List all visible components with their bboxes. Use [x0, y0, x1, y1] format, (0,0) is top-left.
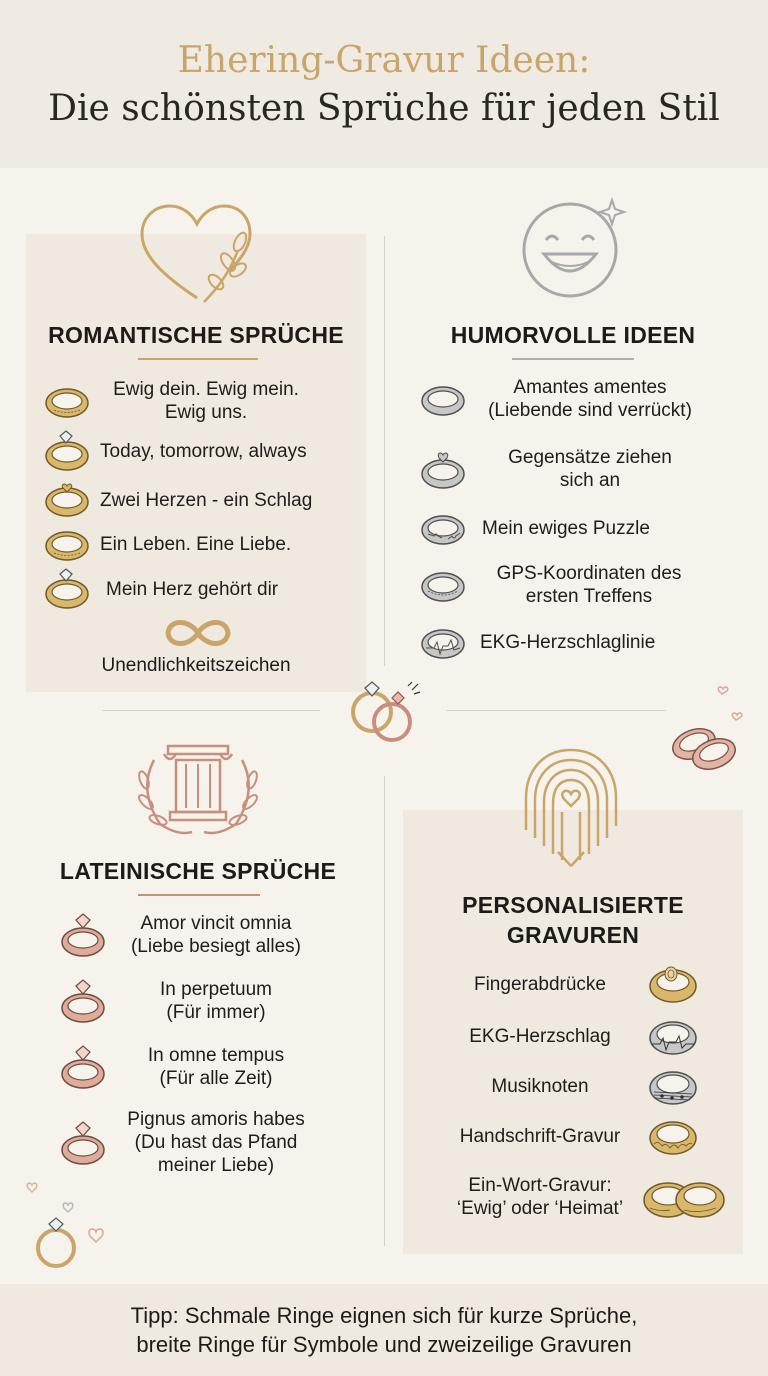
latin-item-3-text: [116, 1044, 316, 1090]
humor-item-1-text: [470, 376, 710, 422]
silver-ring-icon: [418, 377, 468, 421]
rose-diamond-ring-icon: [58, 1042, 108, 1092]
latin-item-2-line2: (Für immer): [166, 1002, 266, 1023]
silver-ekg-ring-icon: [418, 620, 468, 664]
personal-item-2-line1: EKG-Herzschlag: [469, 1025, 611, 1047]
gold-heart-ring-icon: [42, 478, 92, 522]
gold-ring-pair-icon: [640, 1172, 730, 1222]
personal-item-4: [440, 1114, 730, 1158]
humor-item-2-line2: sich an: [559, 470, 621, 491]
gold-ring-icon: [42, 379, 92, 423]
humor-item-3: [418, 506, 748, 550]
gold-diamond-ring-icon: [42, 428, 92, 474]
horizontal-divider-right: [446, 710, 666, 711]
silver-music-ring-icon: [646, 1064, 700, 1108]
page-title-line2: Die schönsten Sprüche für jeden Stil: [48, 88, 720, 129]
humor-item-4-line1: GPS-Koordinaten des: [496, 563, 682, 584]
header-banner: [0, 0, 768, 168]
humor-item-1-line2: (Liebende sind verrückt): [488, 400, 692, 421]
latin-item-3-line1: In omne tempus: [147, 1045, 285, 1066]
fingerprint-heart-icon: [518, 742, 624, 876]
latin-item-4: [58, 1108, 368, 1177]
romantic-item-3: [42, 478, 358, 522]
gold-script-ring-icon: [646, 1114, 700, 1158]
romantic-item-1: [42, 378, 358, 424]
rose-diamond-ring-icon: [58, 1118, 108, 1168]
humor-item-4: [418, 562, 748, 608]
humor-item-1-line1: Amantes amentes: [513, 377, 667, 398]
latin-item-2-line1: In perpetuum: [160, 979, 272, 1000]
infinity-label: Unendlichkeitszeichen: [101, 655, 291, 676]
heart-with-leaves-icon: [134, 198, 260, 310]
humor-section-title: HUMORVOLLE IDEEN: [450, 322, 696, 348]
humor-item-2-text: [470, 446, 710, 492]
decorative-small-hearts-ring-icon: [18, 1172, 118, 1272]
romantic-item-4: [42, 522, 358, 566]
silver-heart-ring-icon: [418, 446, 468, 492]
latin-section-title: LATEINISCHE SPRÜCHE: [59, 858, 337, 884]
humor-item-5: [418, 620, 748, 664]
romantic-item-5: [42, 566, 358, 612]
latin-item-1-line2: (Liebe besiegt alles): [130, 936, 302, 957]
personal-section-title: [403, 890, 743, 950]
romantic-title-underline: [138, 358, 258, 360]
personal-item-3-line1: Musiknoten: [491, 1075, 589, 1097]
decorative-rose-ring-pair-icon: [666, 680, 750, 776]
silver-engraved-ring-icon: [418, 563, 468, 607]
personal-item-5-line2: ‘Ewig’ oder ‘Heimat’: [456, 1198, 624, 1219]
personal-item-3: [440, 1064, 730, 1108]
personal-section-title-line2: GRAVUREN: [506, 922, 640, 948]
latin-item-1-text: [116, 912, 316, 958]
latin-item-4-line3: meiner Liebe): [157, 1155, 275, 1176]
romantic-item-2: [42, 428, 358, 474]
personal-item-5-line1: Ein-Wort-Gravur:: [468, 1175, 612, 1196]
personal-section-title-line1: PERSONALISIERTE: [462, 892, 684, 918]
latin-item-4-text: [116, 1108, 316, 1177]
footer-tip-line2: breite Ringe für Symbole und zweizeilige Gravuren: [136, 1332, 632, 1357]
latin-item-2-text: [116, 978, 316, 1024]
personal-item-2: [440, 1014, 730, 1058]
rose-diamond-ring-icon: [58, 976, 108, 1026]
humor-item-2: [418, 446, 748, 492]
humor-item-4-line2: ersten Treffens: [525, 586, 653, 607]
decorative-ring-pair-center-icon: [346, 672, 426, 744]
gold-ring-icon: [42, 522, 92, 566]
footer-tip-line1: Tipp: Schmale Ringe eignen sich für kurze Sprüche,: [130, 1303, 638, 1328]
page-title-line1: Ehering-Gravur Ideen:: [177, 40, 591, 81]
humor-item-4-text: [474, 562, 704, 608]
gold-fingerprint-ring-icon: [646, 962, 700, 1006]
latin-item-4-line1: Pignus amoris habes: [127, 1109, 305, 1130]
latin-item-3: [58, 1042, 368, 1092]
romantic-item-3-text: Zwei Herzen - ein Schlag: [100, 489, 313, 511]
humor-item-3-line1: Mein ewiges Puzzle: [482, 517, 650, 539]
latin-item-3-line2: (Für alle Zeit): [159, 1068, 273, 1089]
humor-item-5-line1: EKG-Herzschlaglinie: [480, 631, 656, 653]
footer-tip: [0, 1284, 768, 1376]
vertical-divider-top: [384, 236, 385, 666]
romantic-item-5-text: Mein Herz gehört dir: [106, 578, 279, 600]
personal-item-1-line1: Fingerabdrücke: [473, 973, 607, 995]
personal-item-5-text: [440, 1174, 640, 1220]
latin-item-1-line1: Amor vincit omnia: [140, 913, 292, 934]
silver-puzzle-ring-icon: [418, 506, 468, 550]
latin-item-1: [58, 910, 368, 960]
gold-diamond-ring-icon: [42, 566, 92, 612]
personal-item-5: [440, 1172, 736, 1222]
column-laurel-icon: [130, 740, 266, 840]
silver-ekg-ring-icon: [646, 1014, 700, 1058]
rose-diamond-ring-icon: [58, 910, 108, 960]
romantic-item-2-text: Today, tomorrow, always: [100, 440, 307, 462]
horizontal-divider-left: [102, 710, 320, 711]
smiley-sparkle-icon: [516, 196, 628, 300]
infinity-icon: [160, 614, 236, 652]
humor-item-1: [418, 376, 748, 422]
romantic-section-title: ROMANTISCHE SPRÜCHE: [48, 322, 344, 348]
latin-item-2: [58, 976, 368, 1026]
vertical-divider-bottom: [384, 776, 385, 1246]
humor-title-underline: [512, 358, 634, 360]
latin-item-4-line2: (Du hast das Pfand: [134, 1132, 298, 1153]
romantic-item-4-text: Ein Leben. Eine Liebe.: [100, 533, 292, 555]
romantic-item-1-text: Ewig dein. Ewig mein. Ewig uns.: [113, 379, 299, 423]
latin-title-underline: [138, 894, 260, 896]
humor-item-2-line1: Gegensätze ziehen: [508, 447, 672, 468]
personal-item-4-line1: Handschrift-Gravur: [459, 1125, 621, 1147]
personal-item-1: [440, 962, 730, 1006]
